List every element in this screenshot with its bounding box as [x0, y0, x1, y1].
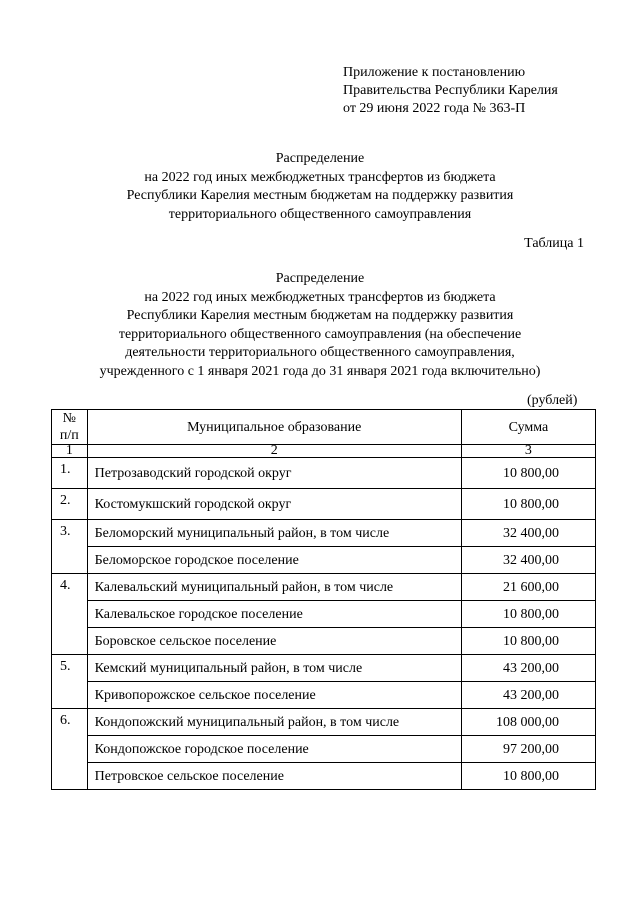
- distribution-table: [51, 409, 596, 790]
- municipality-name: Беломорское городское поселение: [87, 547, 461, 574]
- title-line: Распределение: [275, 151, 365, 166]
- column-number: 3: [461, 445, 595, 458]
- table-title: [0, 270, 640, 381]
- row-number: 3.: [52, 520, 88, 574]
- column-number: 1: [52, 445, 88, 458]
- municipality-name: Петровское сельское поселение: [87, 763, 461, 790]
- amount: 10 800,00: [461, 489, 595, 520]
- amount: 43 200,00: [461, 655, 595, 682]
- header-number-abbr: п/п: [59, 428, 79, 443]
- municipality-name: Калевальский муниципальный район, в том числе: [87, 574, 461, 601]
- table-row: [52, 574, 596, 601]
- unit-label: (рублей): [527, 393, 578, 408]
- title-line: Республики Карелия местным бюджетам на поддержку развития: [126, 308, 514, 323]
- municipality-name: Костомукшский городской округ: [87, 489, 461, 520]
- title-line: Республики Карелия местным бюджетам на поддержку развития: [126, 188, 514, 203]
- table-header-row: [52, 410, 596, 445]
- table-row: [52, 763, 596, 790]
- municipality-name: Калевальское городское поселение: [87, 601, 461, 628]
- title-line: учрежденного с 1 января 2021 года до 31 января 2021 года включительно): [99, 363, 541, 379]
- municipality-name: Беломорский муниципальный район, в том числе: [87, 520, 461, 547]
- table-row: [52, 458, 596, 489]
- annex-header: [343, 64, 558, 118]
- table-row: [52, 682, 596, 709]
- table-row: [52, 520, 596, 547]
- municipality-name: Кондопожский муниципальный район, в том числе: [87, 709, 461, 736]
- amount: 32 400,00: [461, 547, 595, 574]
- amount: 10 800,00: [461, 763, 595, 790]
- header-number: [52, 410, 88, 445]
- title-line: на 2022 год иных межбюджетных трансфертов из бюджета: [144, 169, 496, 185]
- municipality-name: Кемский муниципальный район, в том числе: [87, 655, 461, 682]
- table-row: [52, 547, 596, 574]
- amount: 108 000,00: [461, 709, 595, 736]
- title-line: территориального общественного самоуправления (на обеспечение: [118, 326, 522, 342]
- table-label: Таблица 1: [524, 236, 584, 251]
- header-sum: Сумма: [461, 410, 595, 445]
- municipality-name: Боровское сельское поселение: [87, 628, 461, 655]
- annex-line: от 29 июня 2022 года № 363-П: [343, 101, 526, 116]
- header-municipality: Муниципальное образование: [87, 410, 461, 445]
- amount: 97 200,00: [461, 736, 595, 763]
- municipality-name: Петрозаводский городской округ: [87, 458, 461, 489]
- amount: 21 600,00: [461, 574, 595, 601]
- amount: 10 800,00: [461, 628, 595, 655]
- table-row: [52, 655, 596, 682]
- amount: 43 200,00: [461, 682, 595, 709]
- column-number: 2: [87, 445, 461, 458]
- title-line: деятельности территориального общественного самоуправления,: [125, 345, 515, 360]
- table-row: [52, 628, 596, 655]
- amount: 10 800,00: [461, 458, 595, 489]
- column-number-row: [52, 445, 596, 458]
- row-number: 4.: [52, 574, 88, 655]
- annex-line: Правительства Республики Карелия: [343, 83, 558, 98]
- amount: 32 400,00: [461, 520, 595, 547]
- table-row: [52, 709, 596, 736]
- row-number: 6.: [52, 709, 88, 790]
- municipality-name: Кривопорожское сельское поселение: [87, 682, 461, 709]
- row-number: 5.: [52, 655, 88, 709]
- title-line: на 2022 год иных межбюджетных трансфертов из бюджета: [144, 289, 496, 305]
- row-number: 1.: [52, 458, 88, 489]
- header-number-symbol: №: [62, 411, 76, 426]
- amount: 10 800,00: [461, 601, 595, 628]
- document-title: [0, 150, 640, 224]
- table-row: [52, 489, 596, 520]
- title-line: Распределение: [275, 271, 365, 286]
- annex-line: Приложение к постановлению: [343, 65, 526, 80]
- title-line: территориального общественного самоуправления: [168, 206, 472, 222]
- row-number: 2.: [52, 489, 88, 520]
- municipality-name: Кондопожское городское поселение: [87, 736, 461, 763]
- table-row: [52, 736, 596, 763]
- table-row: [52, 601, 596, 628]
